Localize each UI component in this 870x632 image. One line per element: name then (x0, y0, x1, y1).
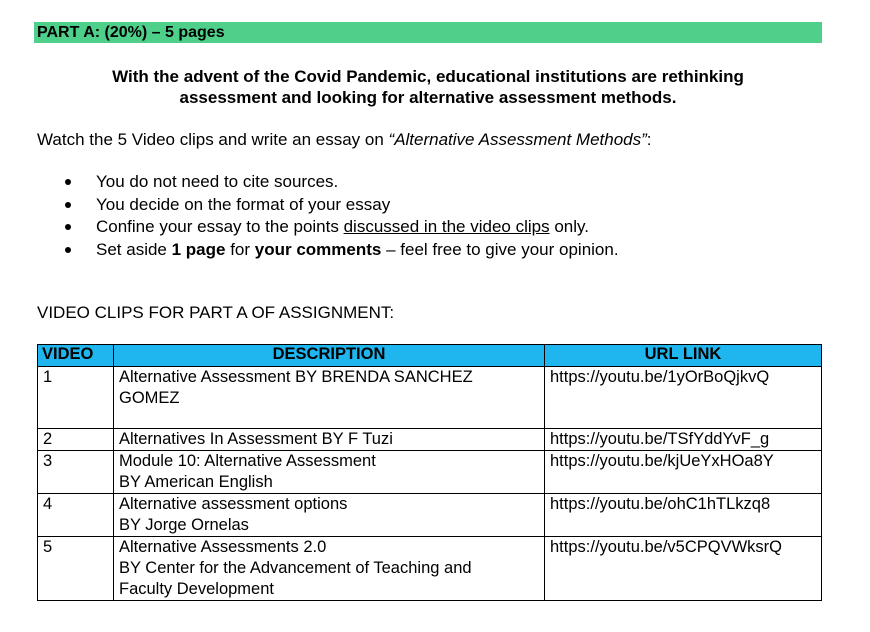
intro-line-1: With the advent of the Covid Pandemic, educational institutions are rethinking (112, 67, 744, 86)
video-url[interactable]: https://youtu.be/ohC1hTLkzq8 (545, 494, 822, 537)
instruction-quote: “Alternative Assessment Methods” (388, 130, 647, 149)
video-url[interactable]: https://youtu.be/TSfYddYvF_g (545, 429, 822, 451)
bullet-item (60, 239, 619, 262)
video-number: 3 (38, 451, 114, 494)
header-description: DESCRIPTION (114, 345, 545, 367)
description-line: BY American English (119, 473, 273, 491)
bullet-text: You decide on the format of your essay (96, 194, 391, 214)
instruction-suffix: : (646, 130, 652, 149)
description-line: Alternative assessment options (119, 495, 348, 513)
description-line: Faculty Development (119, 580, 274, 598)
bullet-text: only. (549, 217, 589, 236)
video-number: 5 (38, 537, 114, 601)
table-row (38, 494, 822, 537)
video-description (114, 451, 545, 494)
video-url[interactable]: https://youtu.be/v5CPQVWksrQ (545, 537, 822, 601)
description-line: BY Jorge Ornelas (119, 516, 249, 534)
table-header-row (38, 345, 822, 367)
video-description (114, 367, 545, 429)
bullet-item (60, 171, 619, 194)
description-line: Alternatives In Assessment BY F Tuzi (119, 430, 393, 448)
description-line: Alternative Assessments 2.0 (119, 538, 327, 556)
bullet-item (60, 216, 619, 239)
bullet-text: – feel free to give your opinion. (381, 239, 619, 259)
instruction-prefix: Watch the 5 Video clips and write an essay on (37, 130, 389, 149)
video-description (114, 429, 545, 451)
intro-paragraph (34, 66, 822, 108)
video-number: 2 (38, 429, 114, 451)
video-description (114, 537, 545, 601)
description-line: BY Center for the Advancement of Teaching and (119, 559, 472, 577)
video-number: 4 (38, 494, 114, 537)
description-line: GOMEZ (119, 389, 180, 407)
bullet-text: for (225, 239, 255, 259)
table-row (38, 367, 822, 429)
instruction-bullet-list (60, 171, 619, 261)
bullet-text: You do not need to cite sources. (96, 172, 339, 191)
bold-text: 1 page (171, 239, 226, 259)
bullet-item (60, 194, 619, 217)
table-row (38, 537, 822, 601)
video-number: 1 (38, 367, 114, 429)
instruction-text (37, 129, 652, 150)
bold-text: your comments (254, 239, 382, 259)
bullet-text: Confine your essay to the points (96, 217, 344, 236)
description-line: Alternative Assessment BY BRENDA SANCHEZ (119, 368, 473, 386)
video-clips-table (37, 344, 822, 601)
header-url-link: URL LINK (545, 345, 822, 367)
intro-line-2: assessment and looking for alternative assessment methods. (179, 88, 677, 107)
underlined-text: discussed in the video clips (343, 217, 550, 236)
table-row (38, 429, 822, 451)
clips-heading: VIDEO CLIPS FOR PART A OF ASSIGNMENT: (37, 303, 395, 322)
video-url[interactable]: https://youtu.be/kjUeYxHOa8Y (545, 451, 822, 494)
header-video: VIDEO (38, 345, 114, 367)
bullet-text: Set aside (96, 239, 172, 259)
description-line: Module 10: Alternative Assessment (119, 452, 376, 470)
part-heading: PART A: (20%) – 5 pages (34, 22, 822, 43)
video-url[interactable]: https://youtu.be/1yOrBoQjkvQ (545, 367, 822, 429)
video-description (114, 494, 545, 537)
table-row (38, 451, 822, 494)
